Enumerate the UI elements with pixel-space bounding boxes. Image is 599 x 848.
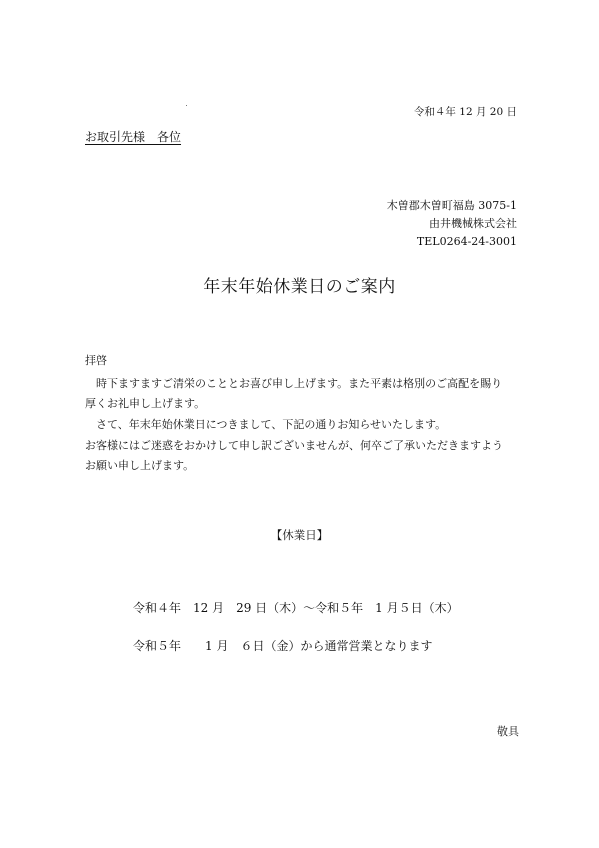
body-line-greeting: 時下ますますご清栄のこととお喜び申し上げます。また平素は格別のご高配を賜り (85, 377, 503, 390)
letter-date: 令和４年 12 月 20 日 (413, 106, 517, 118)
scan-speck (186, 105, 187, 106)
body-line-notice: さて、年末年始休業日につきまして、下記の通りお知らせいたします。 (85, 418, 447, 431)
sender-tel: TEL0264-24-3001 (416, 235, 517, 248)
body-line-request: お願い申し上げます。 (85, 459, 195, 472)
recipient-line: お取引先様 各位 (85, 130, 182, 144)
holiday-heading: 【休業日】 (270, 528, 329, 542)
body-line-apology: お客様にはご迷惑をおかけして申し訳ございませんが、何卒ご了承いただきますよう (85, 439, 503, 452)
sender-company: 由井機械株式会社 (429, 217, 517, 230)
schedule-reopen-date: 令和５年 1 月 ６日（金）から通常営業となります (133, 639, 433, 653)
document-title: 年末年始休業日のご案内 (203, 277, 396, 297)
schedule-closed-period: 令和４年 12 月 29 日（木）～令和５年 1 月５日（木） (133, 601, 459, 615)
body-line-thanks: 厚くお礼申し上げます。 (85, 397, 206, 410)
sender-address: 木曽郡木曽町福島 3075-1 (386, 199, 517, 212)
closing-word: 敬具 (497, 725, 519, 738)
body-line-opening: 拝啓 (85, 354, 107, 367)
